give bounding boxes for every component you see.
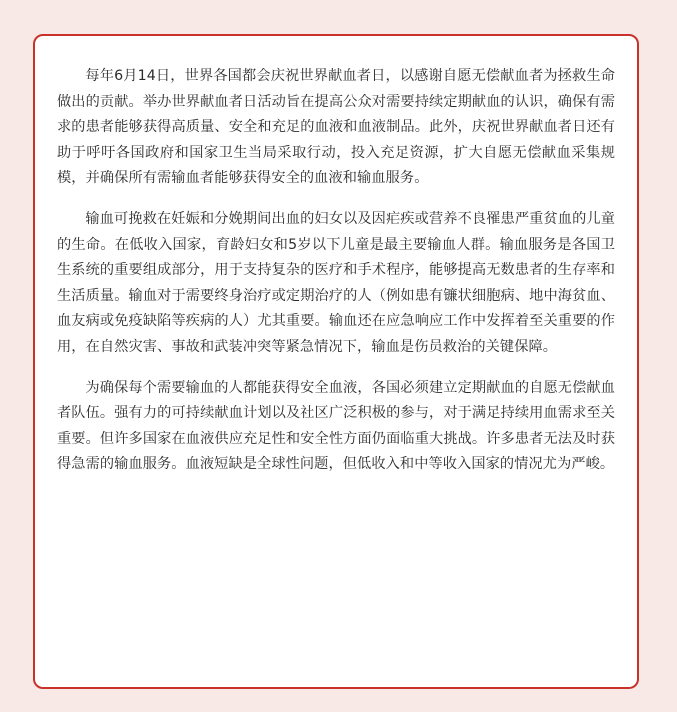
article-card — [33, 34, 639, 689]
paragraph-2: 输血可挽救在妊娠和分娩期间出血的妇女以及因疟疾或营养不良罹患严重贫血的儿童的生命。在低收入国家，育龄妇女和5岁以下儿童是最主要输血人群。输血服务是各国卫生系统的重要组成部分，用于支持复杂的医疗和手术程序，能够提高无数患者的生存率和生活质量。输血对于需要终身治疗或定期治疗的人（例如患有镰状细胞病、地中海贫血、血友病或免疫缺陷等疾病的人）尤其重要。输血还在应急响应工作中发挥着至关重要的作用，在自然灾害、事故和武装冲突等紧急情况下，输血是伤员救治的关键保障。 — [57, 210, 615, 355]
paragraph-3: 为确保每个需要输血的人都能获得安全血液，各国必须建立定期献血的自愿无偿献血者队伍。强有力的可持续献血计划以及社区广泛积极的参与，对于满足持续用血需求至关重要。但许多国家在血液供应充足性和安全性方面仍面临重大挑战。许多患者无法及时获得急需的输血服务。血液短缺是全球性问题，但低收入和中等收入国家的情况尤为严峻。 — [57, 379, 615, 473]
paragraph-1: 每年6月14日，世界各国都会庆祝世界献血者日，以感谢自愿无偿献血者为拯救生命做出的贡献。举办世界献血者日活动旨在提高公众对需要持续定期献血的认识，确保有需求的患者能够获得高质量、安全和充足的血液和血液制品。此外，庆祝世界献血者日还有助于呼吁各国政府和国家卫生当局采取行动，投入充足资源，扩大自愿无偿献血采集规模，并确保所有需输血者能够获得安全的血液和输血服务。 — [57, 68, 615, 187]
